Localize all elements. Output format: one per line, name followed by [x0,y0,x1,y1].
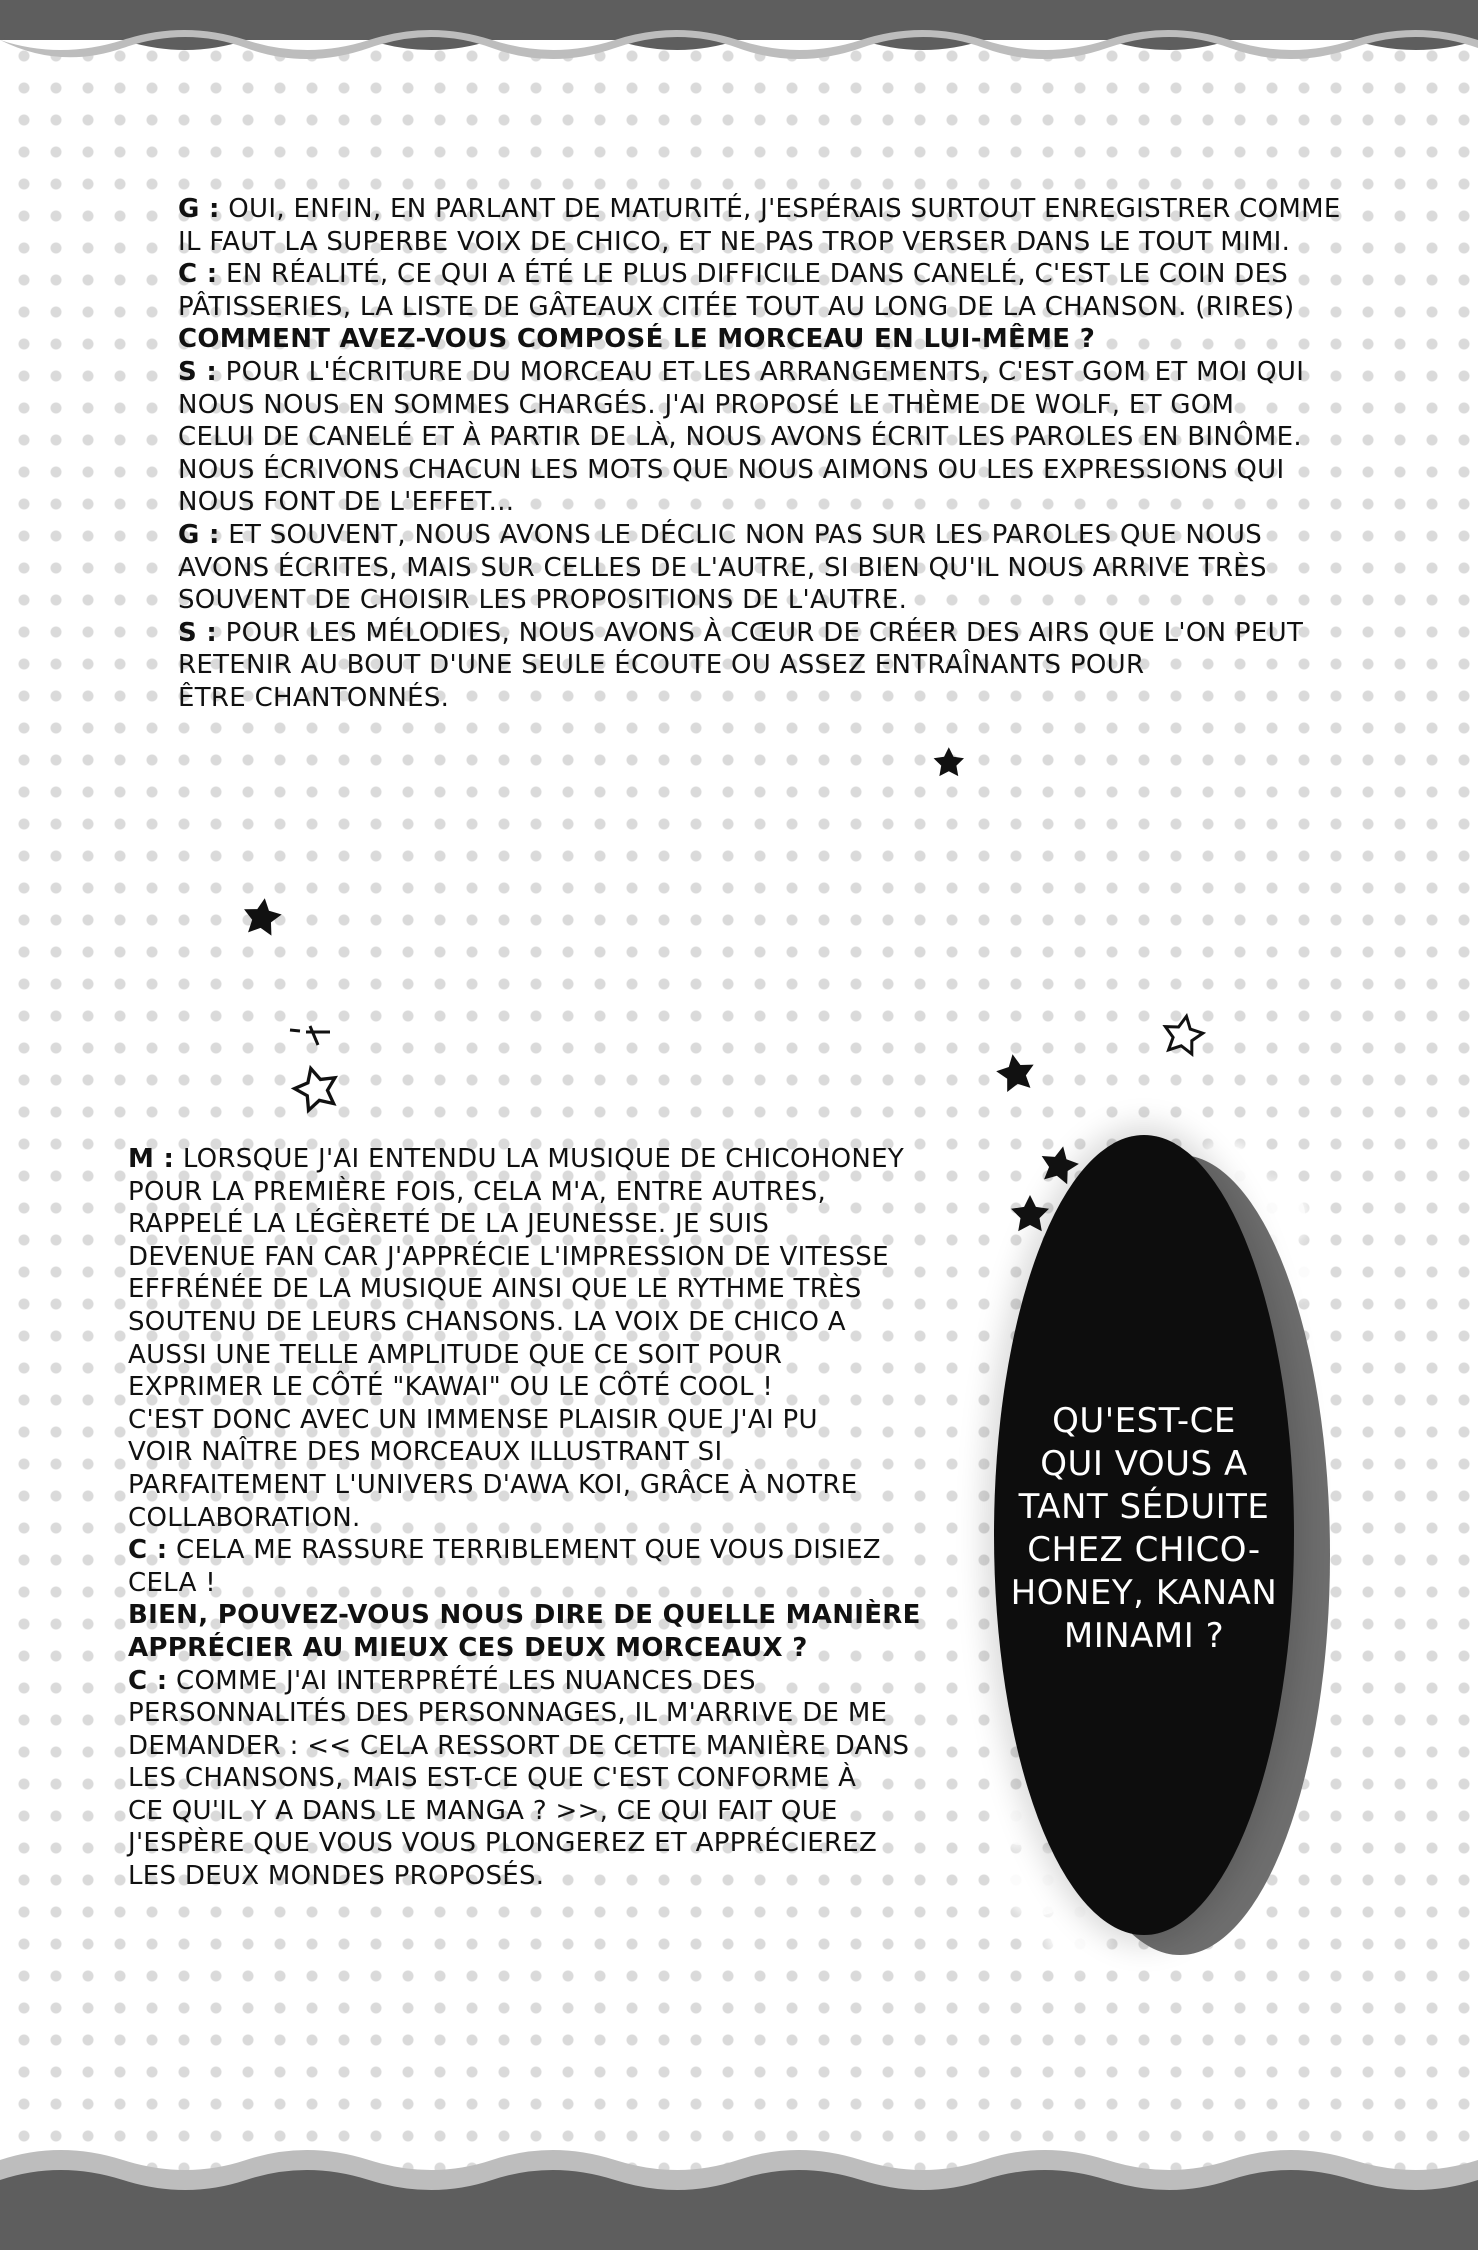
paragraph-line: IL FAUT LA SUPERBE VOIX DE CHICO, ET NE PAS TROP VERSER DANS LE TOUT MIMI. [178,226,1291,257]
speaker-label: C : [178,259,218,290]
question-line: APPRÉCIER AU MIEUX CES DEUX MORCEAUX ? [128,1632,808,1663]
paragraph-line: RETENIR AU BOUT D'UNE SEULE ÉCOUTE OU ASSEZ ENTRAÎNANTS POUR [178,650,1145,681]
star-icon [241,896,284,937]
bubble-line: TANT SÉDUITE [1018,1487,1270,1527]
question-bubble [990,1115,1350,1975]
bubble-question [994,1400,1294,1658]
paragraph-line: DEVENUE FAN CAR J'APPRÉCIE L'IMPRESSION DE VITESSE [128,1241,889,1272]
interviewer-question-2 [128,1599,928,1664]
paragraph-line: RAPPELÉ LA LÉGÈRETÉ DE LA JEUNESSE. JE SUIS [128,1209,770,1240]
star-outline-icon [1161,1013,1205,1055]
paragraph-line: NOUS NOUS EN SOMMES CHARGÉS. J'AI PROPOSÉ LE THÈME DE WOLF, ET GOM [178,389,1235,420]
paragraph-line: AVONS ÉCRITES, MAIS SUR CELLES DE L'AUTRE, SI BIEN QU'IL NOUS ARRIVE TRÈS [178,552,1267,583]
paragraph-c-3 [128,1665,928,1893]
speaker-label: G : [178,519,220,550]
paragraph-g-1 [178,193,1378,258]
star-icon [934,747,964,776]
paragraph-line: PERSONNALITÉS DES PERSONNAGES, IL M'ARRIVE DE ME [128,1698,888,1729]
speaker-label: S : [178,617,218,648]
paragraph-line: EXPRIMER LE CÔTÉ "KAWAI" OU LE CÔTÉ COOL ! [128,1372,774,1403]
paragraph-line: COLLABORATION. [128,1502,361,1533]
bottom-wave-border [0,2140,1478,2250]
bubble-puff [1000,1805,1040,1845]
top-wave-border [0,0,1478,75]
paragraph-line: NOUS FONT DE L'EFFET... [178,487,515,518]
paragraph-line: CELUI DE CANELÉ ET À PARTIR DE LÀ, NOUS AVONS ÉCRIT LES PAROLES EN BINÔME. [178,422,1302,453]
paragraph-line: LES DEUX MONDES PROPOSÉS. [128,1861,545,1892]
paragraph-line: POUR L'ÉCRITURE DU MORCEAU ET LES ARRANGEMENTS, C'EST GOM ET MOI QUI [225,356,1305,387]
paragraph-c-2 [128,1534,928,1599]
speaker-label: S : [178,356,218,387]
paragraph-g-2 [178,519,1378,617]
bubble-line: CHEZ CHICO- [1027,1530,1261,1570]
paragraph-line: VOIR NAÎTRE DES MORCEAUX ILLUSTRANT SI [128,1437,723,1468]
paragraph-line: EN RÉALITÉ, CE QUI A ÉTÉ LE PLUS DIFFICILE DANS CANELÉ, C'EST LE COIN DES [226,259,1289,290]
paragraph-line: SOUVENT DE CHOISIR LES PROPOSITIONS DE L'AUTRE. [178,585,908,616]
paragraph-line: DEMANDER : << CELA RESSORT DE CETTE MANIÈRE DANS [128,1730,910,1761]
paragraph-line: AUSSI UNE TELLE AMPLITUDE QUE CE SOIT POUR [128,1339,783,1370]
paragraph-s-2 [178,617,1378,715]
paragraph-line: ÊTRE CHANTONNÉS. [178,682,450,713]
paragraph-line: POUR LES MÉLODIES, NOUS AVONS À CŒUR DE CRÉER DES AIRS QUE L'ON PEUT [225,617,1304,648]
paragraph-line: POUR LA PREMIÈRE FOIS, CELA M'A, ENTRE AUTRES, [128,1176,827,1207]
paragraph-line: NOUS ÉCRIVONS CHACUN LES MOTS QUE NOUS AIMONS OU LES EXPRESSIONS QUI [178,454,1285,485]
bubble-line: HONEY, KANAN [1010,1573,1278,1613]
paragraph-line: OUI, ENFIN, EN PARLANT DE MATURITÉ, J'ESPÉRAIS SURTOUT ENREGISTRER COMME [228,194,1341,224]
speaker-label: C : [128,1665,168,1696]
paragraph-c-1 [178,258,1378,323]
speaker-label: G : [178,194,220,224]
bubble-line: QU'EST-CE [1052,1401,1236,1441]
bubble-line: QUI VOUS A [1040,1444,1248,1484]
star-outline-icon [291,1063,342,1112]
paragraph-line: C'EST DONC AVEC UN IMMENSE PLAISIR QUE J'AI PU [128,1404,818,1435]
paragraph-line: PARFAITEMENT L'UNIVERS D'AWA KOI, GRÂCE À NOTRE [128,1469,858,1500]
paragraph-line: CE QU'IL Y A DANS LE MANGA ? >>, CE QUI FAIT QUE [128,1795,838,1826]
paragraph-m-1 [128,1143,928,1534]
paragraph-line: CELA ME RASSURE TERRIBLEMENT QUE VOUS DISIEZ [176,1535,881,1566]
speaker-label: M : [128,1144,175,1174]
bubble-line: MINAMI ? [1063,1616,1225,1656]
paragraph-line: J'ESPÈRE QUE VOUS VOUS PLONGEREZ ET APPRÉCIEREZ [128,1828,878,1859]
interviewer-question-1: COMMENT AVEZ-VOUS COMPOSÉ LE MORCEAU EN LUI-MÊME ? [178,324,1096,355]
paragraph-line: SOUTENU DE LEURS CHANSONS. LA VOIX DE CHICO A [128,1306,846,1337]
paragraph-line: EFFRÉNÉE DE LA MUSIQUE AINSI QUE LE RYTHME TRÈS [128,1274,862,1305]
paragraph-s-1 [178,356,1378,519]
sparkle-icon [290,1026,330,1045]
paragraph-line: ET SOUVENT, NOUS AVONS LE DÉCLIC NON PAS SUR LES PAROLES QUE NOUS [228,519,1263,550]
paragraph-line: CELA ! [128,1567,216,1598]
interview-text-bottom [128,1143,928,1893]
paragraph-line: LORSQUE J'AI ENTENDU LA MUSIQUE DE CHICOHONEY [182,1144,905,1174]
star-icon [994,1051,1038,1093]
speaker-label: C : [128,1535,168,1566]
interview-text-top [178,193,1378,715]
paragraph-line: PÂTISSERIES, LA LISTE DE GÂTEAUX CITÉE TOUT AU LONG DE LA CHANSON. (RIRES) [178,291,1295,322]
question-line: BIEN, POUVEZ-VOUS NOUS DIRE DE QUELLE MANIÈRE [128,1600,921,1631]
paragraph-line: COMME J'AI INTERPRÉTÉ LES NUANCES DES [176,1665,756,1696]
paragraph-line: LES CHANSONS, MAIS EST-CE QUE C'EST CONFORME À [128,1763,857,1794]
